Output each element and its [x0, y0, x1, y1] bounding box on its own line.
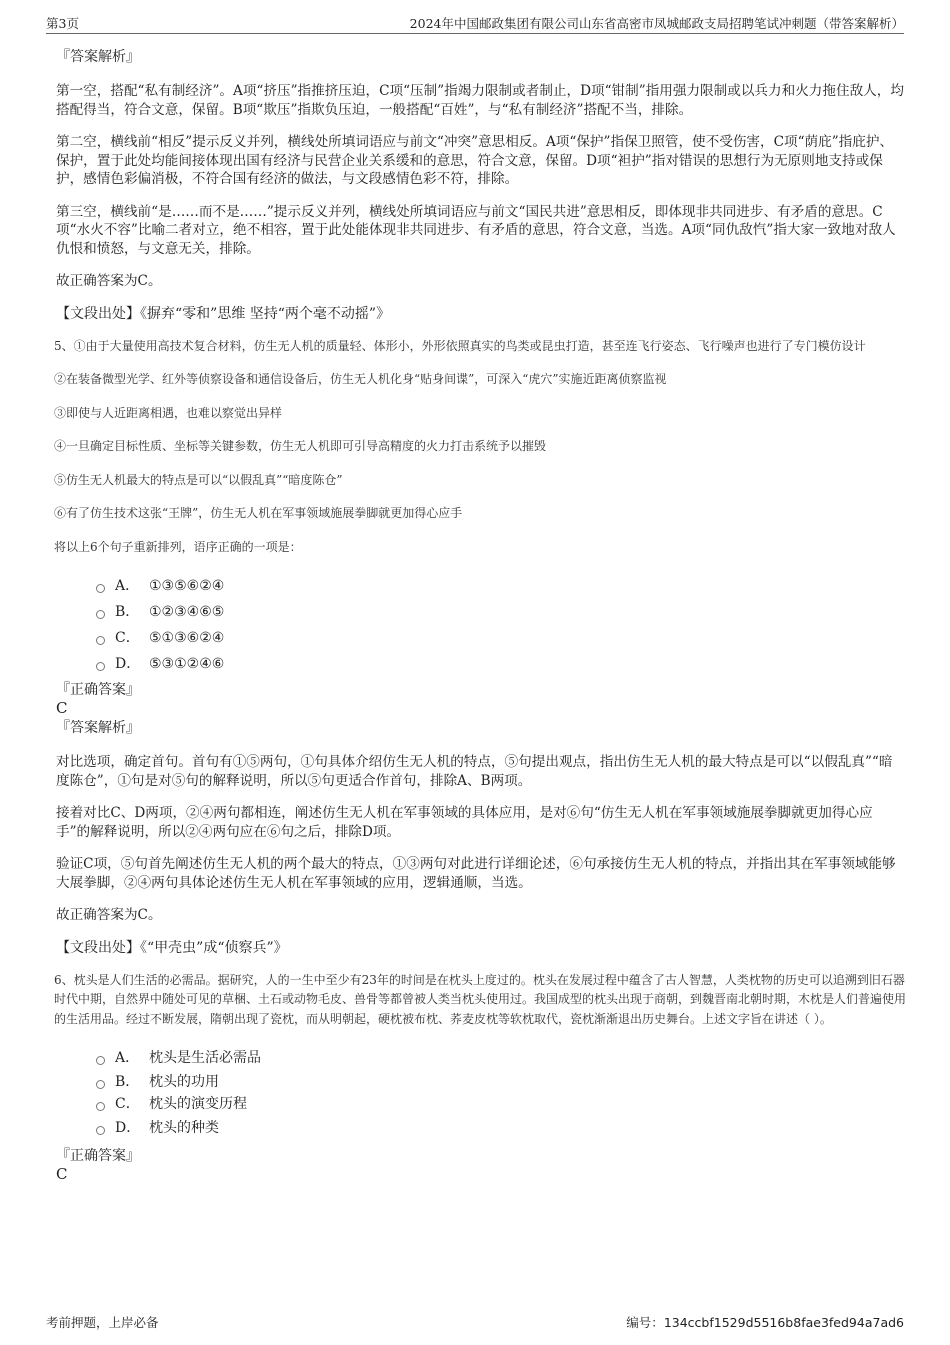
- q5-options: [56, 573, 906, 677]
- radio-icon[interactable]: [96, 610, 105, 619]
- q5-analysis-paragraph: 接着对比C、D两项，②④两句都相连，阐述仿生无人机在军事领域的具体应用，是对⑥句“仿生无人机在军事领域施展拳脚就更加得心应手”的解释说明，所以②④两句应在⑥句之后，排除D项。: [56, 805, 873, 840]
- q5-answer: C: [56, 699, 68, 717]
- q5-analysis-paragraph: 验证C项，⑤句首先阐述仿生无人机的两个最大的特点，①③两句对此进行详细论述，⑥句承接仿生无人机的特点，并指出其在军事领域能够大展拳脚，②④两句具体论述仿生无人机在军事领域的应用，逻辑通顺，当选。: [56, 856, 896, 891]
- q6-option-c[interactable]: C． 枕头的演变历程: [96, 1093, 906, 1115]
- q5-sentence: ④一旦确定目标性质、坐标等关键参数，仿生无人机即可引导高精度的火力打击系统予以摧毁: [54, 439, 547, 453]
- q6-option-a[interactable]: A． 枕头是生活必需品: [96, 1045, 906, 1071]
- q5-sentence: ⑥有了仿生技术这张“王牌”，仿生无人机在军事领域施展拳脚就更加得心应手: [54, 506, 463, 520]
- radio-icon[interactable]: [96, 1056, 105, 1065]
- radio-icon[interactable]: [96, 1080, 105, 1089]
- q5-source: 【文段出处】《“甲壳虫”成“侦察兵”》: [56, 939, 288, 956]
- q6-option-d[interactable]: D． 枕头的种类: [96, 1115, 906, 1141]
- main-content: [56, 48, 906, 1183]
- radio-icon[interactable]: [96, 636, 105, 645]
- page-number: 第3页: [46, 16, 79, 31]
- q4-analysis-paragraph: 第一空，搭配“私有制经济”。A项“挤压”指推挤压迫，C项“压制”指竭力限制或者制止，D项“钳制”指用强力限制或以兵力和火力拖住敌人，均搭配得当，符合文意，保留。B项“欺压”指欺负压迫，一般搭配“百姓”，与“私有制经济”搭配不当，排除。: [56, 83, 904, 118]
- q5-sentence: ②在装备微型光学、红外等侦察设备和通信设备后，仿生无人机化身“贴身间谍”，可深入“虎穴”实施近距离侦察监视: [54, 372, 667, 386]
- q4-analysis-label: 『答案解析』: [56, 49, 140, 65]
- q5-option-b[interactable]: B． ①②③④⑥⑤: [96, 599, 906, 625]
- radio-icon[interactable]: [96, 1126, 105, 1135]
- q6-options: [56, 1045, 906, 1141]
- q5-answer-label: 『正确答案』: [56, 682, 140, 698]
- q5-option-a[interactable]: A． ①③⑤⑥②④: [96, 573, 906, 599]
- q5-prompt: 将以上6个句子重新排列，语序正确的一项是：: [54, 539, 302, 554]
- q4-source: 【文段出处】《摒弃“零和”思维 坚持“两个毫不动摇”》: [56, 305, 391, 322]
- radio-icon[interactable]: [96, 1102, 105, 1111]
- q4-analysis-paragraph: 第三空，横线前“是……而不是……”提示反义并列，横线处所填词语应与前文“国民共进”意思相反，即体现非共同进步、有矛盾的意思。C项“水火不容”比喻二者对立，绝不相容，置于此处能体现非共同进步、有矛盾的意思，符合文意，当选。A项“同仇敌忾”指大家一致地对敌人仇恨和愤怒，与文意无关，排除。: [56, 203, 896, 257]
- q5-sentence: ⑤仿生无人机最大的特点是可以“以假乱真”“暗度陈仓”: [54, 472, 343, 487]
- q5-sentence: ③即使与人近距离相遇，也难以察觉出异样: [54, 405, 283, 420]
- q5-option-d[interactable]: D． ⑤③①②④⑥: [96, 651, 906, 677]
- q5-conclusion: 故正确答案为C。: [56, 907, 162, 923]
- radio-icon[interactable]: [96, 584, 105, 593]
- radio-icon[interactable]: [96, 662, 105, 671]
- footer-slogan: 考前押题，上岸必备: [46, 1315, 159, 1330]
- q5-analysis-paragraph: 对比选项，确定首句。首句有①⑤两句，①句具体介绍仿生无人机的特点，⑤句提出观点，指出仿生无人机的最大特点是可以“以假乱真”“暗度陈仓”，①句是对⑤句的解释说明，所以⑤句更适合作首句，排除A、B两项。: [56, 754, 893, 789]
- q6-stem: 6、枕头是人们生活的必需品。据研究，人的一生中至少有23年的时间是在枕头上度过的。枕头在发展过程中蕴含了古人智慧，人类枕物的历史可以追溯到旧石器时代中期，自然界中随处可见的草梱、土石或动物毛皮、兽骨等都曾被人类当枕头使用过。我国成型的枕头出现于商朝，到魏晋南北朝时期，木枕是人们普遍使用的生活用品。经过不断发展，隋朝出现了瓷枕，而从明朝起，硬枕被布枕、荞麦皮枕等软枕取代，瓷枕渐渐退出历史舞台。上述文字旨在讲述（ ）。: [54, 972, 907, 1026]
- q5-sentence: 5、①由于大量使用高技术复合材料，仿生无人机的质量轻、体形小，外形依照真实的鸟类或昆虫打造，甚至连飞行姿态、飞行噪声也进行了专门模仿设计: [54, 338, 866, 353]
- q6-answer: C: [56, 1165, 68, 1183]
- q4-conclusion: 故正确答案为C。: [56, 273, 162, 289]
- q6-option-b[interactable]: B． 枕头的功用: [96, 1071, 906, 1093]
- page-header: [46, 12, 904, 34]
- q5-analysis-label: 『答案解析』: [56, 720, 140, 736]
- q4-analysis-paragraph: 第二空，横线前“相反”提示反义并列，横线处所填词语应与前文“冲突”意思相反。A项“保护”指保卫照管，使不受伤害，C项“荫庇”指庇护、保护，置于此处均能间接体现出国有经济与民营企业关系缓和的意思，符合文意，保留。D项“袒护”指对错误的思想行为无原则地支持或保护，感情色彩偏消极，不符合国有经济的做法，与文段感情色彩不符，排除。: [56, 134, 894, 187]
- q5-option-c[interactable]: C． ⑤①③⑥②④: [96, 625, 906, 651]
- q6-answer-label: 『正确答案』: [56, 1148, 140, 1164]
- document-title: 2024年中国邮政集团有限公司山东省高密市凤城邮政支局招聘笔试冲刺题（带答案解析）: [409, 16, 904, 31]
- footer-code: 编号：134ccbf1529d5516b8fae3fed94a7ad6: [626, 1315, 904, 1330]
